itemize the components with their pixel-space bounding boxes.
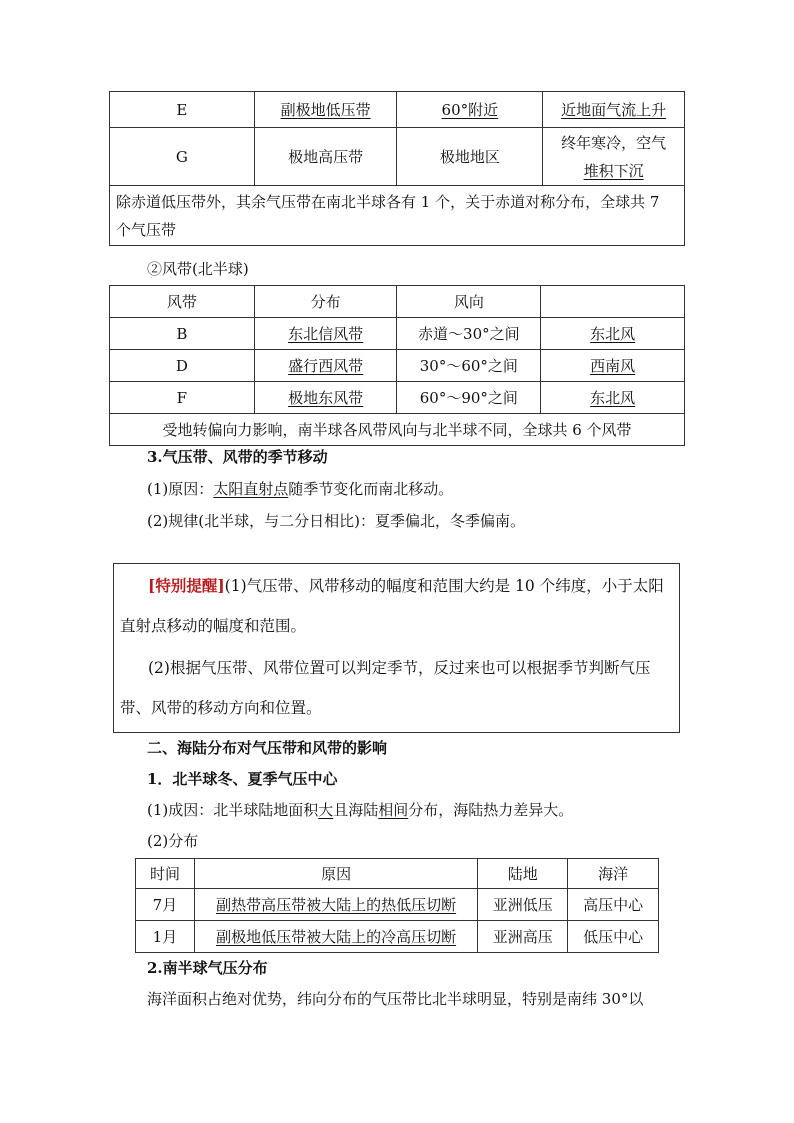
belt-location: 极地地区 (397, 128, 543, 186)
belt-location: 60°附近 (397, 92, 543, 128)
table-row (136, 921, 659, 953)
land-cell: 亚洲高压 (478, 921, 568, 953)
table-note-row (110, 186, 685, 246)
table-row (110, 350, 685, 382)
wind-name: 极地东风带 (254, 382, 397, 414)
belt-name: 副极地低压带 (254, 92, 397, 128)
column-header: 风带 (110, 286, 255, 318)
table-note-row (110, 414, 685, 446)
cause-cell: 副极地低压带被大陆上的冷高压切断 (194, 921, 477, 953)
wind-range: 30°～60°之间 (397, 350, 541, 382)
time-cell: 1月 (136, 921, 195, 953)
table-row (110, 128, 685, 186)
subsection-title: 1．北半球冬、夏季气压中心 (147, 770, 338, 788)
wind-direction: 东北风 (541, 318, 685, 350)
wind-code: D (110, 350, 255, 382)
wind-code: F (110, 382, 255, 414)
table-row (110, 382, 685, 414)
section-title: 二、海陆分布对气压带和风带的影响 (147, 739, 388, 757)
cause-cell: 副热带高压带被大陆上的热低压切断 (194, 889, 477, 921)
wind-range: 赤道～30°之间 (397, 318, 541, 350)
wind-heading: ②风带(北半球) (147, 260, 249, 278)
land-cell: 亚洲低压 (478, 889, 568, 921)
table-header-row (110, 286, 685, 318)
table-row (110, 92, 685, 128)
table-row (136, 889, 659, 921)
wind-range: 60°～90°之间 (397, 382, 541, 414)
special-reminder-box (113, 563, 680, 733)
tip-label: [特别提醒] (148, 576, 225, 595)
belt-feature: 近地面气流上升 (543, 92, 685, 128)
distribution-label: (2)分布 (147, 832, 199, 850)
column-header (541, 286, 685, 318)
pressure-note: 除赤道低压带外，其余气压带在南北半球各有 1 个，关于赤道对称分布，全球共 7 个气压带 (110, 186, 685, 246)
time-cell: 7月 (136, 889, 195, 921)
table-header-row (136, 859, 659, 889)
wind-name: 东北信风带 (254, 318, 397, 350)
belt-code: E (110, 92, 255, 128)
wind-direction: 西南风 (541, 350, 685, 382)
column-header: 原因 (194, 859, 477, 889)
tip-line: [特别提醒](1)气压带、风带移动的幅度和范围大约是 10 个纬度，小于太阳 (148, 576, 664, 595)
paragraph: 海洋面积占绝对优势，纬向分布的气压带比北半球明显，特别是南纬 30°以 (147, 990, 644, 1008)
wind-note: 受地转偏向力影响，南半球各风带风向与北半球不同，全球共 6 个风带 (110, 414, 685, 446)
table-row (110, 318, 685, 350)
rule-line: (2)规律(北半球，与二分日相比)：夏季偏北，冬季偏南。 (147, 512, 525, 530)
sea-cell: 高压中心 (568, 889, 659, 921)
tip-line: 直射点移动的幅度和范围。 (120, 617, 307, 635)
wind-code: B (110, 318, 255, 350)
wind-belt-table (109, 285, 685, 446)
belt-feature: 终年寒冷，空气 堆积下沉 (543, 128, 685, 186)
section-title: 3.气压带、风带的季节移动 (147, 448, 328, 466)
column-header: 分布 (254, 286, 397, 318)
tip-line: (2)根据气压带、风带位置可以判定季节，反过来也可以根据季节判断气压 (148, 659, 651, 677)
section-title: 2.南半球气压分布 (147, 959, 268, 977)
reason-line: (1)原因：太阳直射点随季节变化而南北移动。 (147, 480, 454, 498)
pressure-belt-table (109, 91, 685, 246)
sea-cell: 低压中心 (568, 921, 659, 953)
wind-direction: 东北风 (541, 382, 685, 414)
column-header: 风向 (397, 286, 541, 318)
wind-name: 盛行西风带 (254, 350, 397, 382)
column-header: 海洋 (568, 859, 659, 889)
column-header: 陆地 (478, 859, 568, 889)
tip-line: 带、风带的移动方向和位置。 (120, 699, 322, 717)
belt-name: 极地高压带 (254, 128, 397, 186)
pressure-center-table (135, 858, 659, 953)
column-header: 时间 (136, 859, 195, 889)
cause-line: (1)成因：北半球陆地面积大且海陆相间分布，海陆热力差异大。 (147, 801, 574, 819)
belt-code: G (110, 128, 255, 186)
